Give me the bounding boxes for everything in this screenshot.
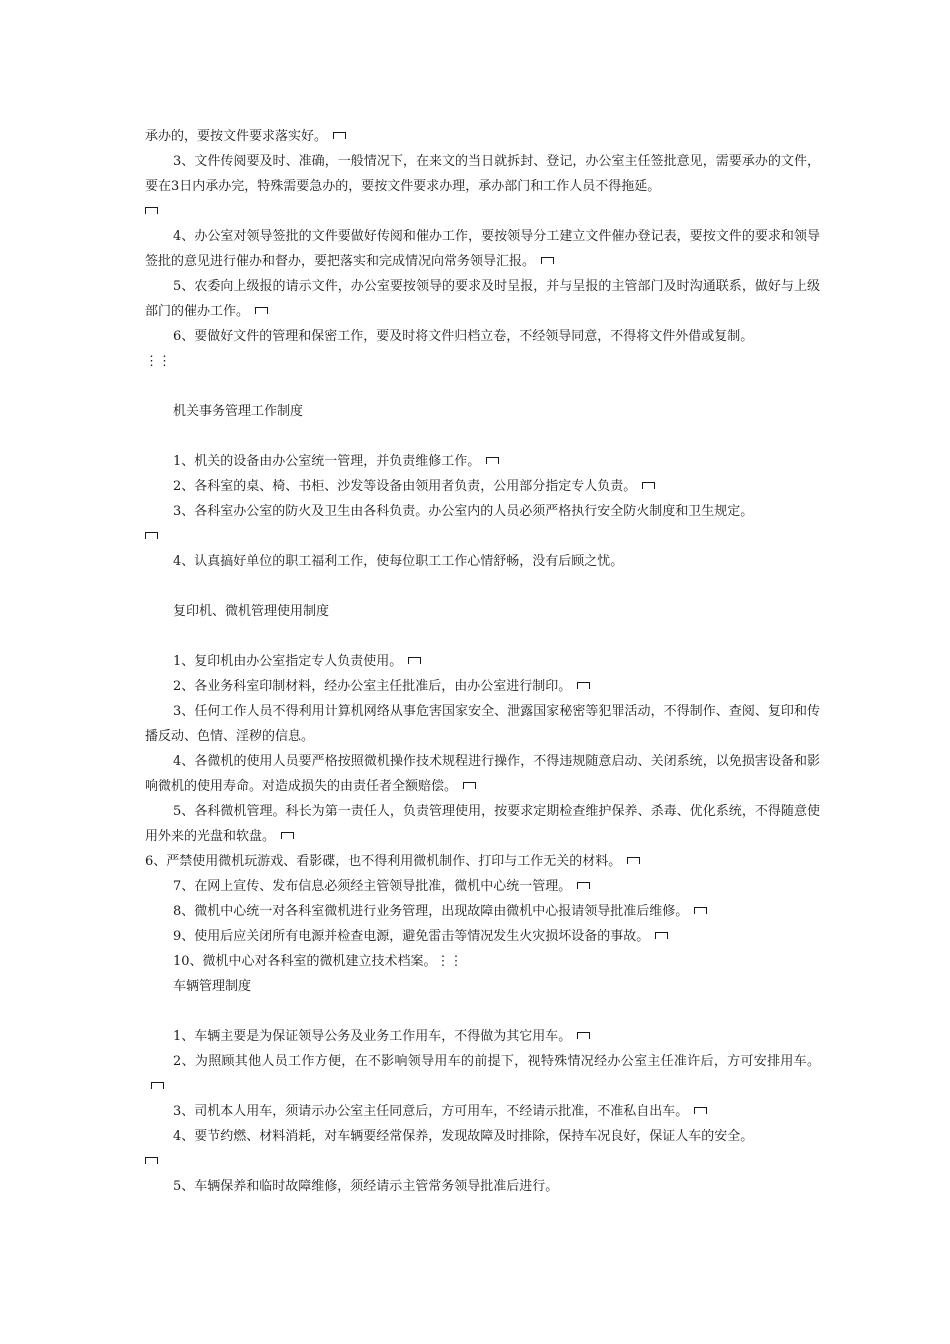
paragraph-mark-icon <box>486 457 499 464</box>
spacer <box>145 424 820 449</box>
paragraph: 2、为照顾其他人员工作方便，在不影响领导用车的前提下，视特殊情况经办公室主任准许后，方可安排用车。 <box>145 1049 820 1099</box>
section-title: 复印机、微机管理使用制度 <box>173 604 330 619</box>
paragraph: 1、车辆主要是为保证领导公务及业务工作用车，不得做为其它用车。 <box>145 1024 820 1049</box>
spacer <box>145 999 820 1024</box>
spacer <box>145 624 820 649</box>
paragraph: 9、使用后应关闭所有电源并检查电源，避免雷击等情况发生火灾损坏设备的事故。 <box>145 924 820 949</box>
paragraph: 4、办公室对领导签批的文件要做好传阅和催办工作，要按领导分工建立文件催办登记表，要按文件的要求和领导签批的意见进行催办和督办，要把落实和完成情况向常务领导汇报。 <box>145 229 820 269</box>
paragraph-mark-icon <box>694 1107 707 1114</box>
paragraph: ⋮⋮ <box>145 354 171 369</box>
paragraph: 6、要做好文件的管理和保密工作，要及时将文件归档立卷，不经领导同意，不得将文件外借或复制。 <box>173 329 754 344</box>
paragraph: 10、微机中心对各科室的微机建立技术档案。⋮⋮ <box>173 954 463 969</box>
paragraph: 1、复印机由办公室指定专人负责使用。 <box>145 649 820 674</box>
paragraph: 6、严禁使用微机玩游戏、看影碟，也不得利用微机制作、打印与工作无关的材料。 <box>145 849 820 874</box>
paragraph: 4、各微机的使用人员要严格按照微机操作技术规程进行操作，不得违规随意启动、关闭系统，以免损害设备和影响微机的使用寿命。对造成损失的由责任者全额赔偿。 <box>145 754 820 794</box>
paragraph-mark-icon <box>281 832 294 839</box>
paragraph-mark-icon <box>577 882 590 889</box>
spacer <box>145 374 820 399</box>
paragraph-mark-icon <box>577 682 590 689</box>
paragraph-mark-icon <box>463 782 476 789</box>
paragraph: 1、机关的设备由办公室统一管理，并负责维修工作。 <box>145 449 820 474</box>
paragraph-mark-icon <box>577 1032 590 1039</box>
paragraph-mark-icon <box>145 1157 158 1164</box>
paragraph: 4、认真搞好单位的职工福利工作，使每位职工工作心情舒畅，没有后顾之忧。 <box>173 554 624 569</box>
paragraph: 2、各业务科室印制材料，经办公室主任批准后，由办公室进行制印。 <box>145 674 820 699</box>
paragraph: 5、各科微机管理。科长为第一责任人，负责管理使用，按要求定期检查维护保养、杀毒、优化系统，不得随意使用外来的光盘和软盘。 <box>145 804 820 844</box>
paragraph: 7、在网上宣传、发布信息必须经主管领导批准，微机中心统一管理。 <box>145 874 820 899</box>
paragraph: 2、各科室的桌、椅、书柜、沙发等设备由领用者负责，公用部分指定专人负责。 <box>145 474 820 499</box>
section-title: 车辆管理制度 <box>173 979 252 994</box>
paragraph-mark-icon <box>333 132 346 139</box>
paragraph-mark-icon <box>145 207 158 214</box>
paragraph: 5、农委向上级报的请示文件，办公室要按领导的要求及时呈报，并与呈报的主管部门及时沟通联系，做好与上级部门的催办工作。 <box>145 279 820 319</box>
paragraph-mark-icon <box>655 932 668 939</box>
paragraph-mark-icon <box>541 257 554 264</box>
paragraph: 4、要节约燃、材料消耗，对车辆要经常保养，发现故障及时排除，保持车况良好，保证人车的安全。 <box>145 1124 820 1174</box>
paragraph-mark-icon <box>627 857 640 864</box>
paragraph: 8、微机中心统一对各科室微机进行业务管理，出现故障由微机中心报请领导批准后维修。 <box>145 899 820 924</box>
paragraph-mark-icon <box>694 907 707 914</box>
paragraph: 3、司机本人用车，须请示办公室主任同意后，方可用车，不经请示批准，不准私自出车。 <box>145 1099 820 1124</box>
paragraph-mark-icon <box>408 657 421 664</box>
paragraph-mark-icon <box>255 307 268 314</box>
paragraph: 5、车辆保养和临时故障维修，须经请示主管常务领导批准后进行。 <box>173 1179 559 1194</box>
paragraph: 3、文件传阅要及时、准确，一般情况下，在来文的当日就拆封、登记，办公室主任签批意见，需要承办的文件，要在3日内承办完，特殊需要急办的，要按文件要求办理，承办部门和工作人员不得拖延。 <box>145 149 820 224</box>
paragraph-mark-icon <box>145 532 158 539</box>
paragraph: 3、任何工作人员不得利用计算机网络从事危害国家安全、泄露国家秘密等犯罪活动，不得制作、查阅、复印和传播反动、色情、淫秽的信息。 <box>145 704 820 744</box>
section-title: 机关事务管理工作制度 <box>173 404 304 419</box>
paragraph: 3、各科室办公室的防火及卫生由各科负责。办公室内的人员必须严格执行安全防火制度和卫生规定。 <box>145 499 820 549</box>
paragraph: 承办的，要按文件要求落实好。 <box>145 124 820 149</box>
document-body <box>145 124 820 1199</box>
spacer <box>145 574 820 599</box>
paragraph-mark-icon <box>151 1082 164 1089</box>
paragraph-mark-icon <box>642 482 655 489</box>
